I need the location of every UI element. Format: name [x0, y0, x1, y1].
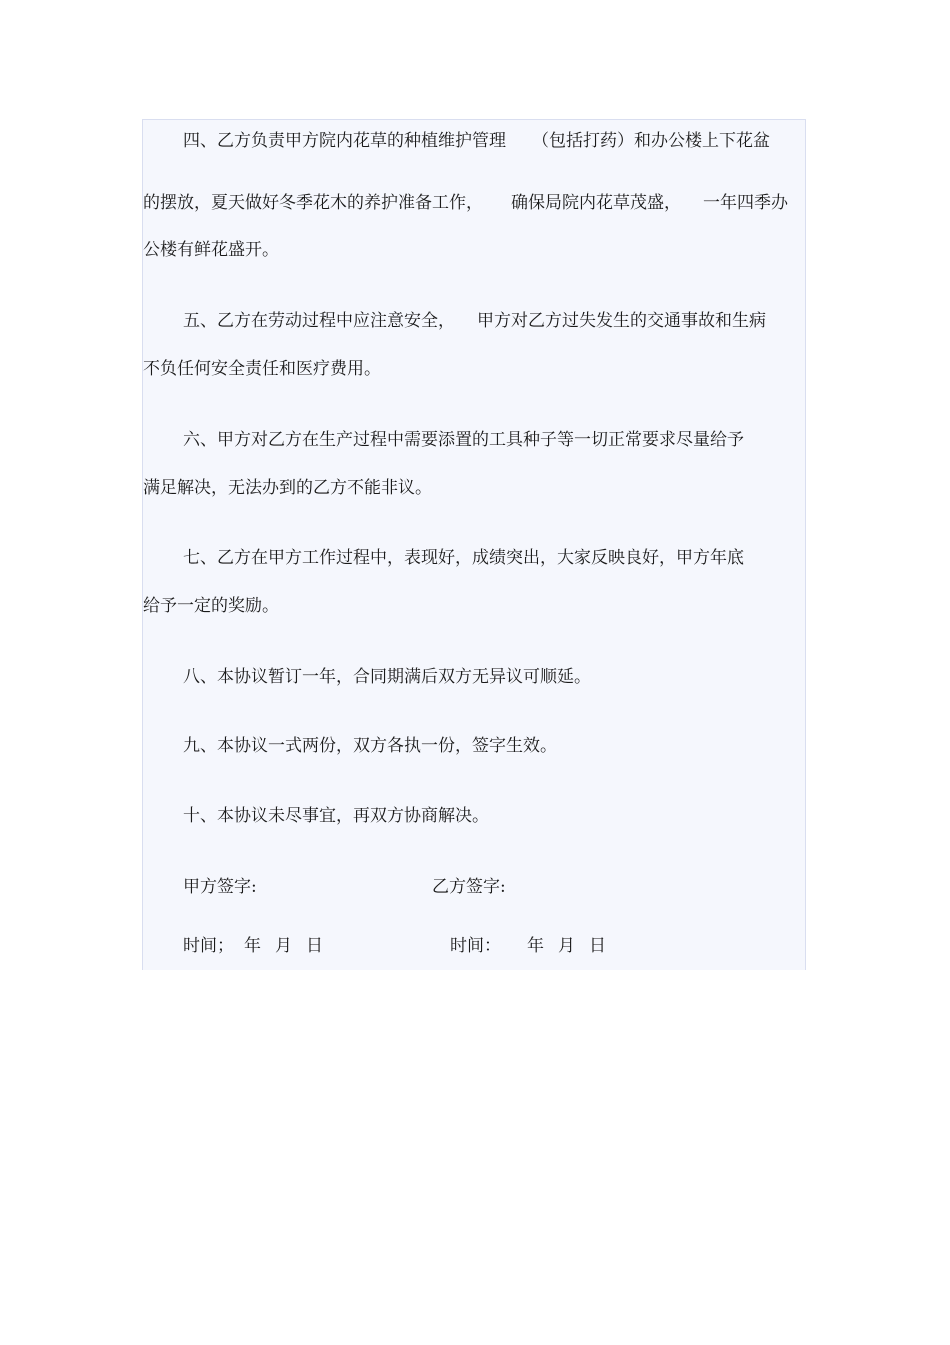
- clause-6-text-b: 满足解决，无法办到的乙方不能非议。: [143, 478, 432, 498]
- clause-4-text-d: 确保局院内花草茂盛，: [511, 193, 681, 213]
- clause-7-line-1: [183, 547, 744, 569]
- party-b-time-label: 时间：: [450, 936, 501, 956]
- clause-7-line-2: [143, 595, 279, 617]
- clause-5-line-2: [143, 358, 381, 380]
- party-a-sign-text: 甲方签字:: [183, 877, 257, 897]
- clause-4-line-2: [143, 192, 788, 214]
- clause-5-line-1: [183, 310, 766, 332]
- party-b-signature-label: [432, 876, 506, 898]
- clause-4-text-c: 的摆放，夏天做好冬季花木的养护准备工作，: [143, 193, 483, 213]
- party-a-year: 年: [244, 936, 261, 956]
- clause-9-line: [183, 735, 557, 757]
- party-a-signature-label: [183, 876, 257, 898]
- clause-4-text-a: 四、乙方负责甲方院内花草的种植维护管理: [183, 131, 506, 151]
- clause-5-text-b: 甲方对乙方过失发生的交通事故和生病: [477, 311, 766, 331]
- clause-6-line-1: [183, 429, 744, 451]
- clause-5-text-a: 五、乙方在劳动过程中应注意安全，: [183, 311, 455, 331]
- party-b-month: 月: [558, 936, 575, 956]
- clause-4-text-e: 一年四季办: [703, 193, 788, 213]
- clause-4-text-b: （包括打药）和办公楼上下花盆: [532, 131, 770, 151]
- party-b-day: 日: [589, 936, 606, 956]
- party-a-time-label: 时间；: [183, 936, 234, 956]
- clause-7-text-a: 七、乙方在甲方工作过程中，表现好，成绩突出，大家反映良好，甲方年底: [183, 548, 744, 568]
- clause-4-line-3: [143, 239, 279, 261]
- document-panel: [142, 119, 806, 970]
- party-b-year: 年: [527, 936, 544, 956]
- party-b-sign-text: 乙方签字:: [432, 877, 506, 897]
- clause-4-line-1: [183, 130, 770, 152]
- clause-10-line: [183, 805, 489, 827]
- clause-4-text-f: 公楼有鲜花盛开。: [143, 240, 279, 260]
- party-a-month: 月: [275, 936, 292, 956]
- party-b-date-line: [450, 935, 606, 957]
- party-a-date-line: [183, 935, 323, 957]
- clause-6-line-2: [143, 477, 432, 499]
- clause-5-text-c: 不负任何安全责任和医疗费用。: [143, 359, 381, 379]
- clause-10-text: 十、本协议未尽事宜，再双方协商解决。: [183, 806, 489, 826]
- clause-7-text-b: 给予一定的奖励。: [143, 596, 279, 616]
- clause-6-text-a: 六、甲方对乙方在生产过程中需要添置的工具种子等一切正常要求尽量给予: [183, 430, 744, 450]
- clause-8-line: [183, 666, 591, 688]
- clause-9-text: 九、本协议一式两份，双方各执一份，签字生效。: [183, 736, 557, 756]
- party-a-day: 日: [306, 936, 323, 956]
- clause-8-text: 八、本协议暂订一年，合同期满后双方无异议可顺延。: [183, 667, 591, 687]
